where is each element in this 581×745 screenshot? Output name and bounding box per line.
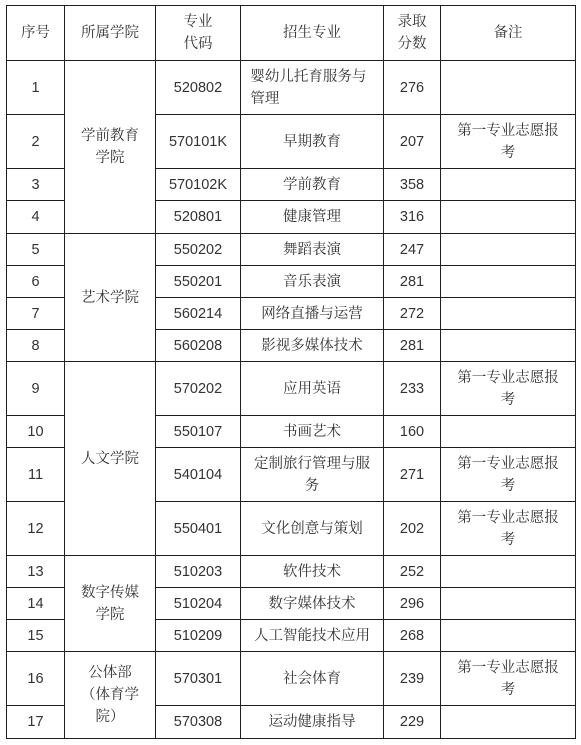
major-name-cell bbox=[241, 588, 384, 620]
header-college: 所属学院 bbox=[65, 6, 156, 61]
admission-score-cell: 271 bbox=[384, 448, 441, 502]
admission-score-cell: 233 bbox=[384, 362, 441, 416]
major-name: 早期教育 bbox=[283, 133, 341, 150]
header-code bbox=[156, 6, 241, 61]
table-row bbox=[7, 234, 576, 266]
major-name-cell bbox=[241, 330, 384, 362]
header-index: 序号 bbox=[7, 6, 65, 61]
college-name: 学前教育学院 bbox=[81, 128, 139, 166]
admission-score-cell: 202 bbox=[384, 502, 441, 556]
major-name-cell bbox=[241, 706, 384, 739]
note-cell bbox=[441, 416, 576, 448]
table-row bbox=[7, 362, 576, 416]
table-row bbox=[7, 61, 576, 115]
note-cell bbox=[441, 620, 576, 652]
major-name-cell bbox=[241, 234, 384, 266]
college-name: 公体部（体育学院） bbox=[81, 665, 139, 725]
note-cell bbox=[441, 201, 576, 234]
major-name-cell bbox=[241, 201, 384, 234]
admission-score-cell: 268 bbox=[384, 620, 441, 652]
note-cell bbox=[441, 169, 576, 201]
admission-score-cell: 281 bbox=[384, 330, 441, 362]
row-index-cell: 9 bbox=[7, 362, 65, 416]
note-cell bbox=[441, 502, 576, 556]
row-index-cell: 3 bbox=[7, 169, 65, 201]
major-name: 人工智能技术应用 bbox=[254, 627, 370, 644]
major-name: 舞蹈表演 bbox=[283, 241, 341, 258]
table-header bbox=[7, 6, 576, 61]
college-cell bbox=[65, 234, 156, 362]
header-code-label: 专业代码 bbox=[183, 14, 213, 52]
row-index-cell: 12 bbox=[7, 502, 65, 556]
admission-score-cell: 239 bbox=[384, 652, 441, 706]
major-name-cell bbox=[241, 266, 384, 298]
row-index-cell: 10 bbox=[7, 416, 65, 448]
note-cell bbox=[441, 652, 576, 706]
major-name-cell bbox=[241, 556, 384, 588]
major-name-cell bbox=[241, 448, 384, 502]
college-cell bbox=[65, 556, 156, 652]
major-name: 软件技术 bbox=[283, 563, 341, 580]
table-row bbox=[7, 652, 576, 706]
major-name: 音乐表演 bbox=[283, 273, 341, 290]
major-name: 书画艺术 bbox=[283, 423, 341, 440]
admission-score-cell: 229 bbox=[384, 706, 441, 739]
major-code-cell: 520802 bbox=[156, 61, 241, 115]
row-index-cell: 2 bbox=[7, 115, 65, 169]
note-cell bbox=[441, 115, 576, 169]
major-name: 网络直播与运营 bbox=[261, 305, 363, 322]
major-code-cell: 560208 bbox=[156, 330, 241, 362]
note-cell bbox=[441, 706, 576, 739]
admission-score-cell: 207 bbox=[384, 115, 441, 169]
table-row bbox=[7, 556, 576, 588]
college-name: 艺术学院 bbox=[81, 289, 139, 306]
major-name: 应用英语 bbox=[283, 380, 341, 397]
college-cell bbox=[65, 61, 156, 234]
note-cell bbox=[441, 448, 576, 502]
major-code-cell: 570102K bbox=[156, 169, 241, 201]
college-cell bbox=[65, 652, 156, 739]
note-cell bbox=[441, 330, 576, 362]
row-index-cell: 15 bbox=[7, 620, 65, 652]
major-code-cell: 510209 bbox=[156, 620, 241, 652]
admission-score-cell: 316 bbox=[384, 201, 441, 234]
major-name-cell bbox=[241, 620, 384, 652]
note-cell bbox=[441, 234, 576, 266]
major-code-cell: 570101K bbox=[156, 115, 241, 169]
major-code-cell: 560214 bbox=[156, 298, 241, 330]
note-cell bbox=[441, 61, 576, 115]
row-index-cell: 17 bbox=[7, 706, 65, 739]
major-code-cell: 550202 bbox=[156, 234, 241, 266]
major-name-cell bbox=[241, 416, 384, 448]
row-index-cell: 16 bbox=[7, 652, 65, 706]
major-name-cell bbox=[241, 298, 384, 330]
row-index-cell: 4 bbox=[7, 201, 65, 234]
row-index-cell: 13 bbox=[7, 556, 65, 588]
major-name: 健康管理 bbox=[283, 209, 341, 226]
note-cell bbox=[441, 298, 576, 330]
row-index-cell: 1 bbox=[7, 61, 65, 115]
admission-score-cell: 358 bbox=[384, 169, 441, 201]
note-text: 第一专业志愿报考 bbox=[457, 122, 559, 161]
row-index-cell: 7 bbox=[7, 298, 65, 330]
major-code-cell: 570202 bbox=[156, 362, 241, 416]
note-text: 第一专业志愿报考 bbox=[457, 455, 559, 494]
major-name: 定制旅行管理与服务 bbox=[254, 455, 370, 494]
major-name: 婴幼儿托育服务与管理 bbox=[250, 68, 367, 107]
admission-score-table bbox=[6, 5, 576, 739]
major-code-cell: 570308 bbox=[156, 706, 241, 739]
major-code-cell: 510204 bbox=[156, 588, 241, 620]
row-index-cell: 8 bbox=[7, 330, 65, 362]
header-score-label: 录取分数 bbox=[397, 14, 427, 52]
row-index-cell: 6 bbox=[7, 266, 65, 298]
major-name-cell bbox=[241, 502, 384, 556]
major-code-cell: 550401 bbox=[156, 502, 241, 556]
college-cell bbox=[65, 362, 156, 556]
admission-score-cell: 160 bbox=[384, 416, 441, 448]
college-name: 人文学院 bbox=[81, 450, 139, 467]
header-row bbox=[7, 6, 576, 61]
note-text: 第一专业志愿报考 bbox=[457, 659, 559, 698]
admission-score-cell: 296 bbox=[384, 588, 441, 620]
header-major: 招生专业 bbox=[241, 6, 384, 61]
row-index-cell: 5 bbox=[7, 234, 65, 266]
header-score bbox=[384, 6, 441, 61]
admission-score-cell: 276 bbox=[384, 61, 441, 115]
major-name-cell bbox=[241, 115, 384, 169]
major-code-cell: 510203 bbox=[156, 556, 241, 588]
major-code-cell: 550107 bbox=[156, 416, 241, 448]
row-index-cell: 11 bbox=[7, 448, 65, 502]
major-name: 影视多媒体技术 bbox=[261, 337, 363, 354]
note-cell bbox=[441, 588, 576, 620]
major-code-cell: 550201 bbox=[156, 266, 241, 298]
major-name-cell bbox=[241, 169, 384, 201]
note-text: 第一专业志愿报考 bbox=[457, 369, 559, 408]
major-name: 数字媒体技术 bbox=[268, 595, 356, 612]
major-code-cell: 520801 bbox=[156, 201, 241, 234]
admission-score-cell: 252 bbox=[384, 556, 441, 588]
major-name-cell bbox=[241, 652, 384, 706]
note-cell bbox=[441, 362, 576, 416]
major-name: 学前教育 bbox=[283, 176, 341, 193]
admission-score-cell: 247 bbox=[384, 234, 441, 266]
college-name: 数字传媒学院 bbox=[81, 584, 139, 623]
admission-score-cell: 272 bbox=[384, 298, 441, 330]
major-name: 运动健康指导 bbox=[268, 714, 356, 731]
major-name-cell bbox=[241, 61, 384, 115]
major-code-cell: 570301 bbox=[156, 652, 241, 706]
table-body bbox=[7, 61, 576, 739]
major-name: 社会体育 bbox=[283, 670, 341, 687]
major-name: 文化创意与策划 bbox=[261, 520, 363, 537]
row-index-cell: 14 bbox=[7, 588, 65, 620]
admission-score-cell: 281 bbox=[384, 266, 441, 298]
header-note: 备注 bbox=[441, 6, 576, 61]
note-cell bbox=[441, 266, 576, 298]
note-text: 第一专业志愿报考 bbox=[457, 509, 559, 548]
note-cell bbox=[441, 556, 576, 588]
major-code-cell: 540104 bbox=[156, 448, 241, 502]
major-name-cell bbox=[241, 362, 384, 416]
